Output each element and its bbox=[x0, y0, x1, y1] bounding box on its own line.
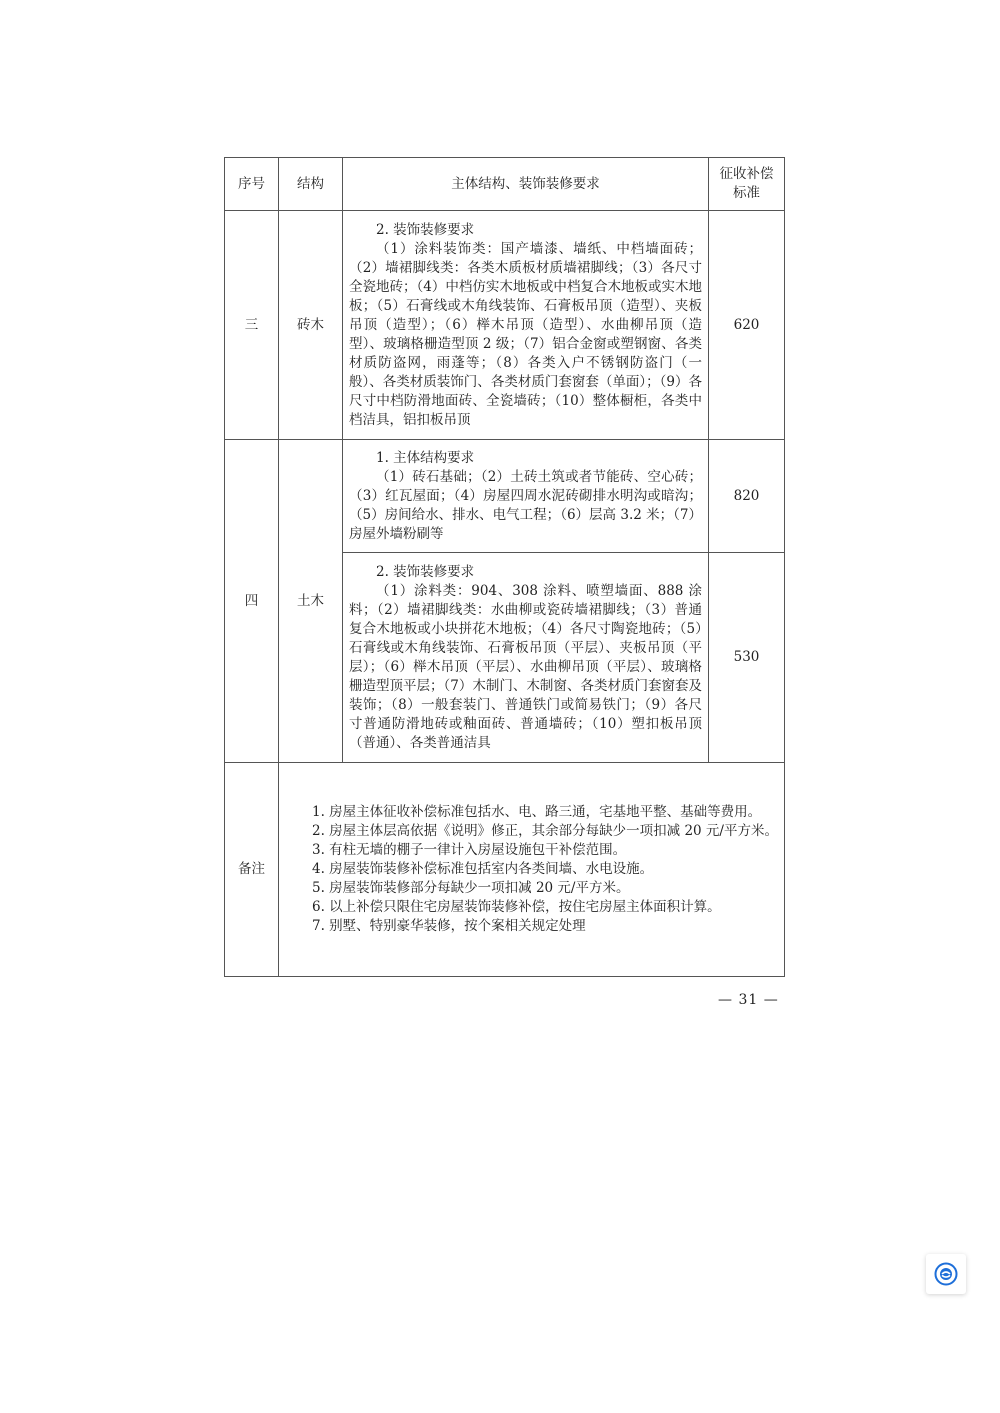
standard-value: 530 bbox=[709, 553, 785, 763]
section-title: 1. 主体结构要求 bbox=[376, 450, 475, 466]
chat-assistant-icon bbox=[934, 1262, 958, 1286]
remark-item: 2. 房屋主体层高依据《说明》修正，其余部分每缺少一项扣减 20 元/平方米。 bbox=[312, 823, 778, 839]
remarks-label: 备注 bbox=[225, 763, 279, 977]
header-standard bbox=[709, 158, 785, 211]
header-standard-line2: 标准 bbox=[733, 185, 760, 201]
row-structure: 砖木 bbox=[279, 211, 343, 440]
header-seq: 序号 bbox=[225, 158, 279, 211]
table-row-earth-wood-structure bbox=[225, 440, 785, 553]
header-structure: 结构 bbox=[279, 158, 343, 211]
section-text: （1）砖石基础；（2）土砖土筑或者节能砖、空心砖；（3）红瓦屋面；（4）房屋四周水泥砖砌排水明沟或暗沟；（5）房间给水、排水、电气工程；（6）层高 3.2 米；（7）房屋外墙粉刷等 bbox=[349, 469, 702, 542]
standard-value: 620 bbox=[709, 211, 785, 440]
remark-item: 5. 房屋装饰装修部分每缺少一项扣减 20 元/平方米。 bbox=[312, 880, 630, 896]
remark-item: 3. 有柱无墙的棚子一律计入房屋设施包干补偿范围。 bbox=[312, 842, 627, 858]
table-header-row bbox=[225, 158, 785, 211]
row-seq: 三 bbox=[225, 211, 279, 440]
requirements-cell bbox=[343, 440, 709, 553]
requirements-cell bbox=[343, 211, 709, 440]
remark-item: 4. 房屋装饰装修补偿标准包括室内各类间墙、水电设施。 bbox=[312, 861, 654, 877]
header-standard-line1: 征收补偿 bbox=[719, 166, 774, 182]
remark-item: 1. 房屋主体征收补偿标准包括水、电、路三通，宅基地平整、基础等费用。 bbox=[312, 804, 762, 820]
section-title: 2. 装饰装修要求 bbox=[376, 222, 475, 238]
compensation-table bbox=[224, 157, 785, 977]
row-structure: 土木 bbox=[279, 440, 343, 763]
remark-item: 6. 以上补偿只限住宅房屋装饰装修补偿，按住宅房屋主体面积计算。 bbox=[312, 899, 721, 915]
requirements-cell bbox=[343, 553, 709, 763]
remark-item: 7. 别墅、特别豪华装修，按个案相关规定处理 bbox=[312, 918, 586, 934]
section-text: （1）涂料类：904、308 涂料、喷塑墙面、888 涂料；（2）墙裙脚线类：水曲柳或瓷砖墙裙脚线；（3）普通复合木地板或小块拼花木地板；（4）各尺寸陶瓷地砖；（5）石膏线或木角线装饰、石膏板吊顶（平层）、夹板吊顶（平层）；（6）榉木吊顶（平层）、水曲柳吊顶（平层）、玻璃格栅造型顶平层；（7）木制门、木制窗、各类材质门套窗套及装饰；（8）一般套装门、普通铁门或简易铁门；（9）各尺寸普通防滑地砖或釉面砖、普通墙砖；（10）塑扣板吊顶（普通）、各类普通洁具 bbox=[349, 583, 702, 751]
floating-assistant-button[interactable] bbox=[926, 1254, 966, 1294]
section-text: （1）涂料装饰类：国产墙漆、墙纸、中档墙面砖；（2）墙裙脚线类：各类木质板材质墙裙脚线；（3）各尺寸全瓷地砖；（4）中档仿实木地板或中档复合木地板或实木地板；（5）石膏线或木角线装饰、石膏板吊顶（造型）、夹板吊顶（造型）；（6）榉木吊顶（造型）、水曲柳吊顶（造型）、玻璃格栅造型顶 2 级；（7）铝合金窗或塑钢窗、各类材质防盗网，雨蓬等；（8）各类入户不锈钢防盗门（一般）、各类材质装饰门、各类材质门套窗套（单面）；（9）各尺寸中档防滑地面砖、全瓷墙砖；（10）整体橱柜，各类中档洁具，铝扣板吊顶 bbox=[349, 241, 702, 428]
remarks-cell bbox=[279, 763, 785, 977]
row-seq: 四 bbox=[225, 440, 279, 763]
table-row-brick-wood bbox=[225, 211, 785, 440]
page-number: — 31 — bbox=[718, 992, 779, 1008]
table-row-remarks bbox=[225, 763, 785, 977]
standard-value: 820 bbox=[709, 440, 785, 553]
header-requirements: 主体结构、装饰装修要求 bbox=[343, 158, 709, 211]
section-title: 2. 装饰装修要求 bbox=[376, 564, 475, 580]
